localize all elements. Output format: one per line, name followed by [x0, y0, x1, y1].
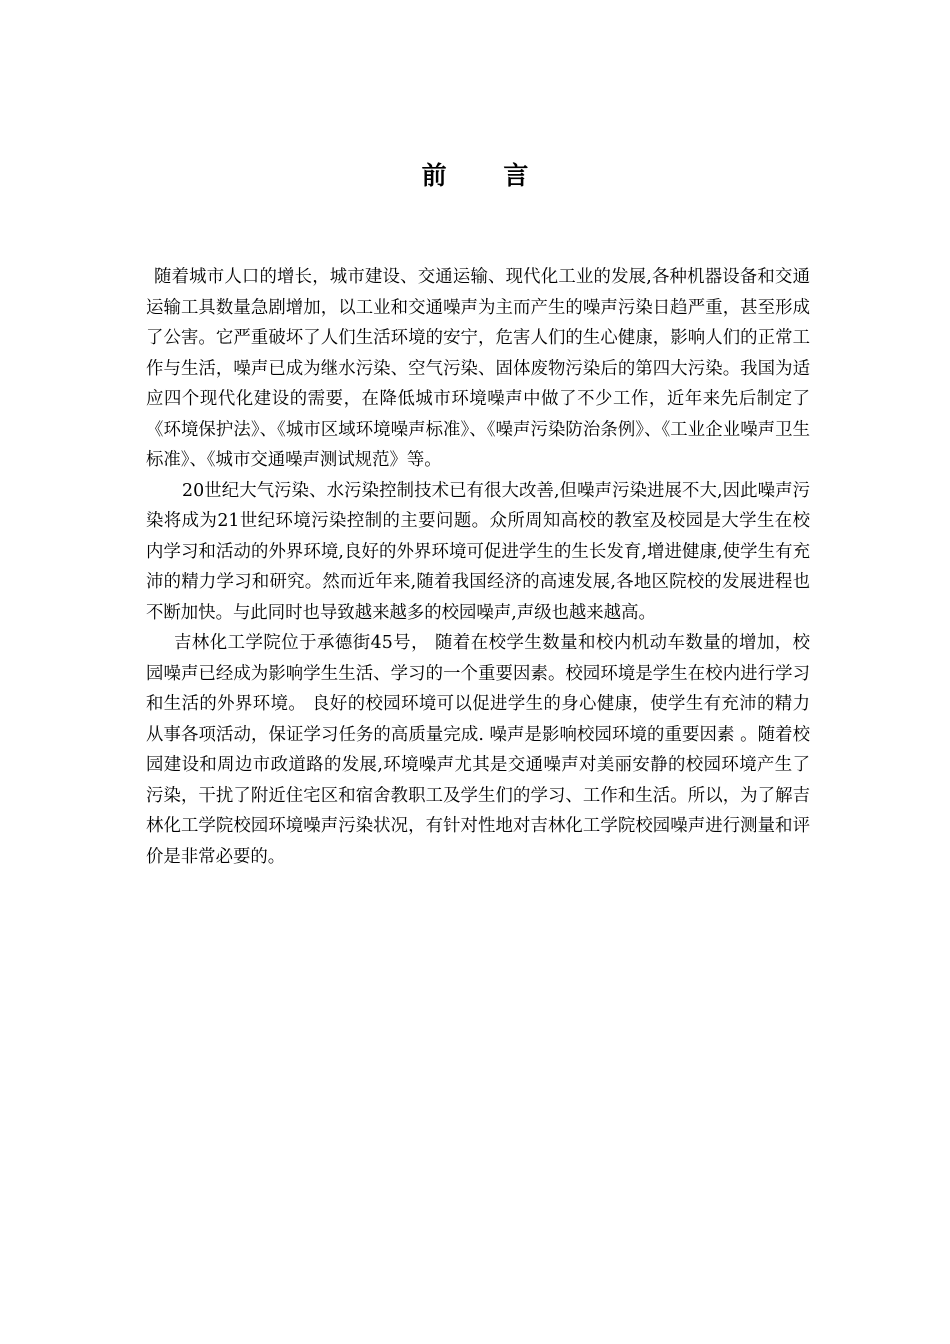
document-title: 前 言	[421, 161, 553, 190]
paragraph-1: 随着城市人口的增长，城市建设、交通运输、现代化工业的发展,各种机器设备和交通运输工具数量急剧增加，以工业和交通噪声为主而产生的噪声污染日趋严重，甚至形成了公害。它严重破坏了人们生活环境的安宁，危害人们的生心健康，影响人们的正常工作与生活，噪声已成为继水污染、空气污染、固体废物污染后的第四大污染。我国为适应四个现代化建设的需要，在降低城市环境噪声中做了不少工作，近年来先后制定了《环境保护法》、《城市区域环境噪声标准》、《噪声污染防治条例》、《工业企业噪声卫生标准》、《城市交通噪声测试规范》等。	[146, 267, 810, 470]
document-body	[146, 262, 810, 872]
paragraph-2: 20世纪大气污染、水污染控制技术已有很大改善,但噪声污染进展不大,因此噪声污染将成为21世纪环境污染控制的主要问题。众所周知高校的教室及校园是大学生在校内学习和活动的外界环境,良好的外界环境可促进学生的生长发育,增进健康,使学生有充沛的精力学习和研究。然而近年来,随着我国经济的高速发展,各地区院校的发展进程也不断加快。与此同时也导致越来越多的校园噪声,声级也越来越高。	[146, 480, 810, 623]
paragraph-3: 吉林化工学院位于承德街45号， 随着在校学生数量和校内机动车数量的增加，校园噪声已经成为影响学生生活、学习的一个重要因素。校园环境是学生在校内进行学习和生活的外界环境。 良好的校园环境可以促进学生的身心健康，使学生有充沛的精力从事各项活动，保证学习任务的高质量完成. 噪声是影响校园环境的重要因素 。随着校园建设和周边市政道路的发展,环境噪声尤其是交通噪声对美丽安静的校园环境产生了污染，干扰了附近住宅区和宿舍教职工及学生们的学习、工作和生活。所以，为了解吉林化工学院校园环境噪声污染状况，有针对性地对吉林化工学院校园噪声进行测量和评价是非常必要的。	[146, 633, 810, 867]
